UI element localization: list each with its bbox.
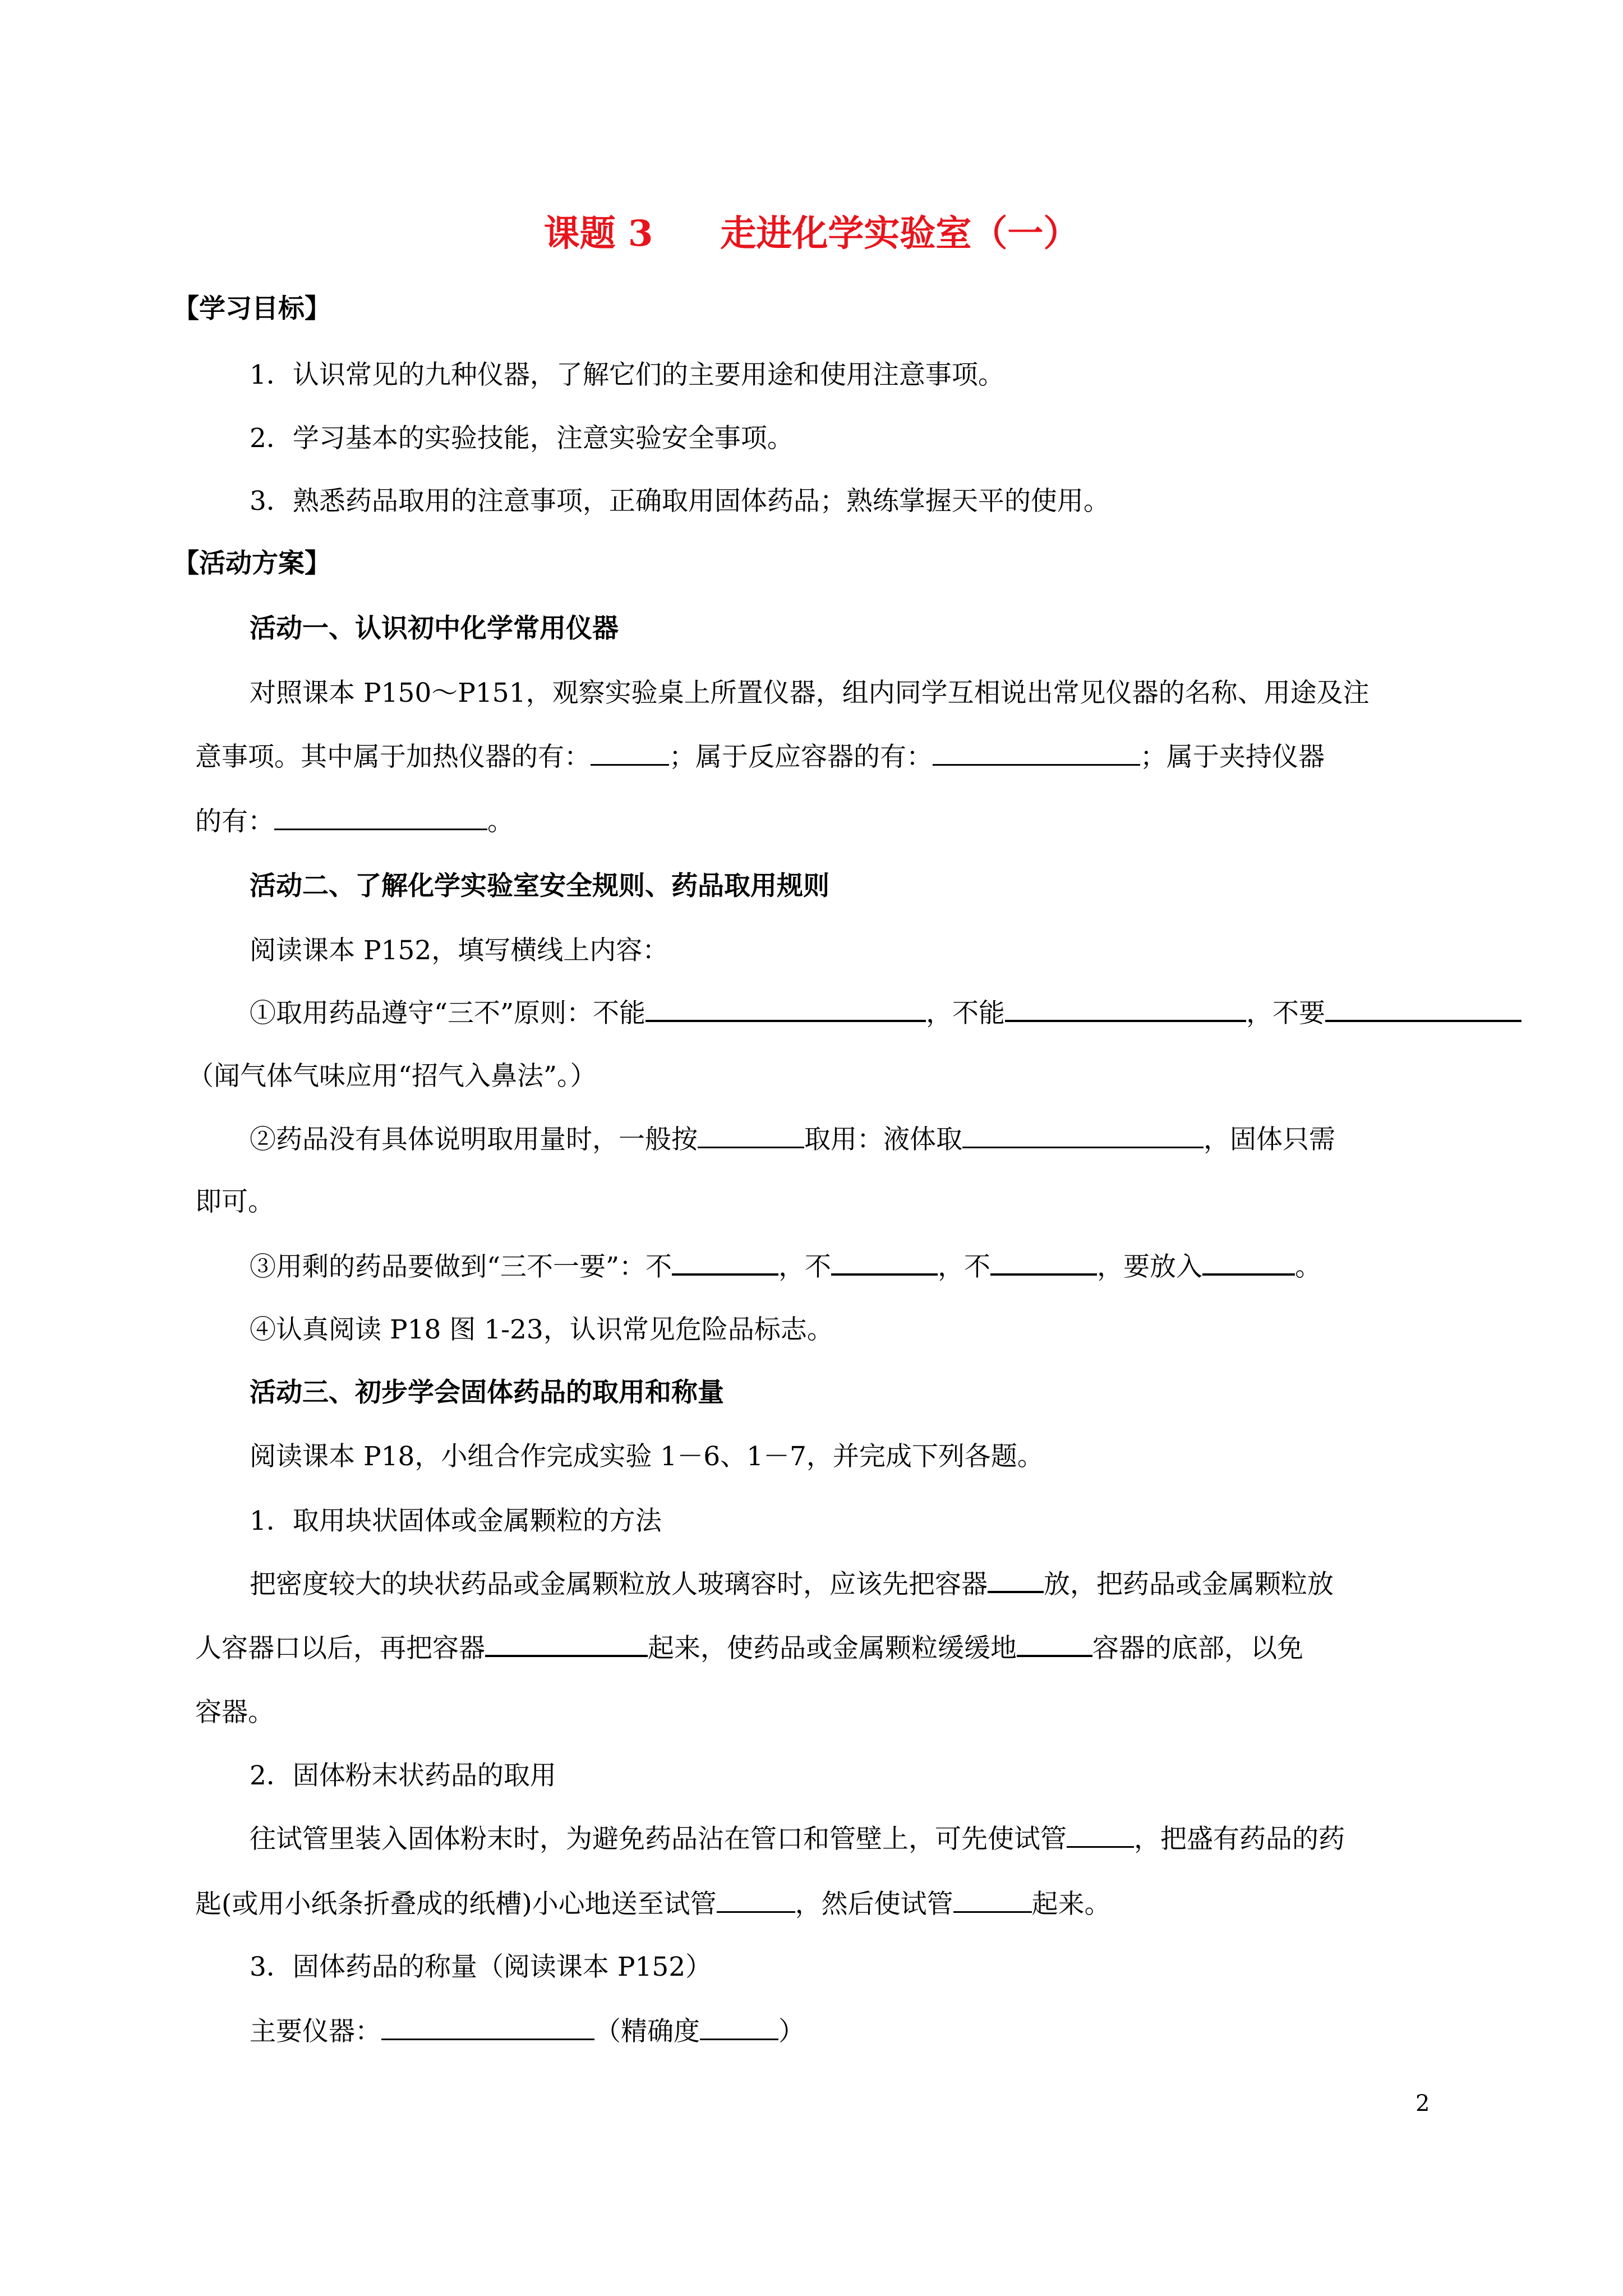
activity1-line2: 意事项。其中属于加热仪器的有： ；属于反应容器的有： ；属于夹持仪器 bbox=[195, 742, 1325, 772]
blank-rule-2[interactable] bbox=[1005, 1019, 1246, 1022]
activity2-heading: 活动二、了解化学实验室安全规则、药品取用规则 bbox=[250, 871, 829, 901]
activity3-sub1-line2: 人容器口以后，再把容器 起来，使药品或金属颗粒缓缓地 容器的底部，以免 bbox=[195, 1633, 1303, 1664]
blank-leftover-2[interactable] bbox=[831, 1273, 938, 1276]
activity3-sub1-line3: 容器。 bbox=[195, 1697, 274, 1728]
activity3-heading: 活动三、初步学会固体药品的取用和称量 bbox=[250, 1377, 724, 1408]
activity3-sub2-line1: 往试管里装入固体粉末时，为避免药品沾在管口和管壁上，可先使试管 ，把盛有药品的药 bbox=[250, 1824, 1345, 1855]
activity1-heading: 活动一、认识初中化学常用仪器 bbox=[250, 613, 619, 644]
blank-tube-upright[interactable] bbox=[953, 1911, 1032, 1913]
blank-leftover-3[interactable] bbox=[990, 1273, 1097, 1276]
blank-main-instrument[interactable] bbox=[381, 2038, 594, 2040]
activity2-item2-cont: 即可。 bbox=[195, 1186, 274, 1217]
activities-heading: 【活动方案】 bbox=[173, 548, 331, 579]
blank-rule-1[interactable] bbox=[645, 1019, 926, 1022]
activity2-item1-note: （闻气体气味应用“招气入鼻法”。） bbox=[187, 1061, 597, 1092]
activity3-sub2-line2: 匙(或用小纸条折叠成的纸槽)小心地送至试管 ，然后使试管 起来。 bbox=[195, 1889, 1111, 1920]
blank-reaction-containers[interactable] bbox=[933, 763, 1140, 766]
blank-holding-instruments[interactable] bbox=[274, 828, 487, 830]
activity3-sub1-title: 1．取用块状固体或金属颗粒的方法 bbox=[250, 1506, 662, 1536]
activity2-item3: ③用剩的药品要做到“三不一要”：不 ，不 ，不 ，要放入 。 bbox=[250, 1251, 1322, 1282]
objective-2: 2．学习基本的实验技能，注意实验安全事项。 bbox=[250, 423, 794, 454]
activity1-line1: 对照课本 P150～P151，观察实验桌上所置仪器，组内同学互相说出常见仪器的名称、用途及注 bbox=[250, 678, 1370, 708]
page-title bbox=[0, 209, 1623, 259]
blank-tube-bottom[interactable] bbox=[717, 1911, 795, 1913]
activity3-sub3-title: 3．固体药品的称量（阅读课本 P152） bbox=[250, 1952, 712, 1982]
page-number: 2 bbox=[1415, 2091, 1430, 2116]
activity2-intro: 阅读课本 P152，填写横线上内容： bbox=[250, 935, 669, 966]
objective-1: 1．认识常见的九种仪器，了解它们的主要用途和使用注意事项。 bbox=[250, 360, 1004, 390]
blank-tilt-tube[interactable] bbox=[1067, 1846, 1134, 1848]
blank-rule-3[interactable] bbox=[1325, 1019, 1521, 1022]
activity3-sub1-line1: 把密度较大的块状药品或金属颗粒放人玻璃容时，应该先把容器 放，把药品或金属颗粒放 bbox=[250, 1569, 1334, 1600]
blank-liquid-amount[interactable] bbox=[962, 1146, 1204, 1148]
activity2-item4: ④认真阅读 P18 图 1-23，认识常见危险品标志。 bbox=[250, 1314, 833, 1345]
blank-leftover-1[interactable] bbox=[672, 1273, 778, 1276]
blank-precision[interactable] bbox=[700, 2038, 778, 2040]
activity3-sub3-line1: 主要仪器： （精确度 ） bbox=[250, 2016, 805, 2047]
blank-heating-instruments[interactable] bbox=[591, 763, 669, 766]
blank-min-amount[interactable] bbox=[698, 1146, 804, 1148]
activity1-line3: 的有： 。 bbox=[195, 806, 514, 837]
activity2-item1: ①取用药品遵守“三不”原则：不能 ，不能 ，不要 bbox=[250, 995, 1521, 1032]
blank-leftover-container[interactable] bbox=[1202, 1273, 1295, 1276]
activity3-intro: 阅读课本 P18，小组合作完成实验 1－6、1－7，并完成下列各题。 bbox=[250, 1441, 1044, 1472]
activity2-item2: ②药品没有具体说明取用量时，一般按 取用：液体取 ，固体只需 bbox=[250, 1124, 1335, 1155]
objectives-heading: 【学习目标】 bbox=[173, 293, 331, 324]
blank-slide-down[interactable] bbox=[1017, 1654, 1092, 1657]
blank-lay-flat[interactable] bbox=[988, 1590, 1044, 1593]
topic-number: 课题 3 bbox=[543, 213, 653, 255]
topic-name: 走进化学实验室（一） bbox=[720, 213, 1080, 255]
activity3-sub2-title: 2．固体粉末状药品的取用 bbox=[250, 1760, 556, 1791]
objective-3: 3．熟悉药品取用的注意事项，正确取用固体药品；熟练掌握天平的使用。 bbox=[250, 486, 1110, 517]
blank-raise-container[interactable] bbox=[485, 1654, 648, 1657]
